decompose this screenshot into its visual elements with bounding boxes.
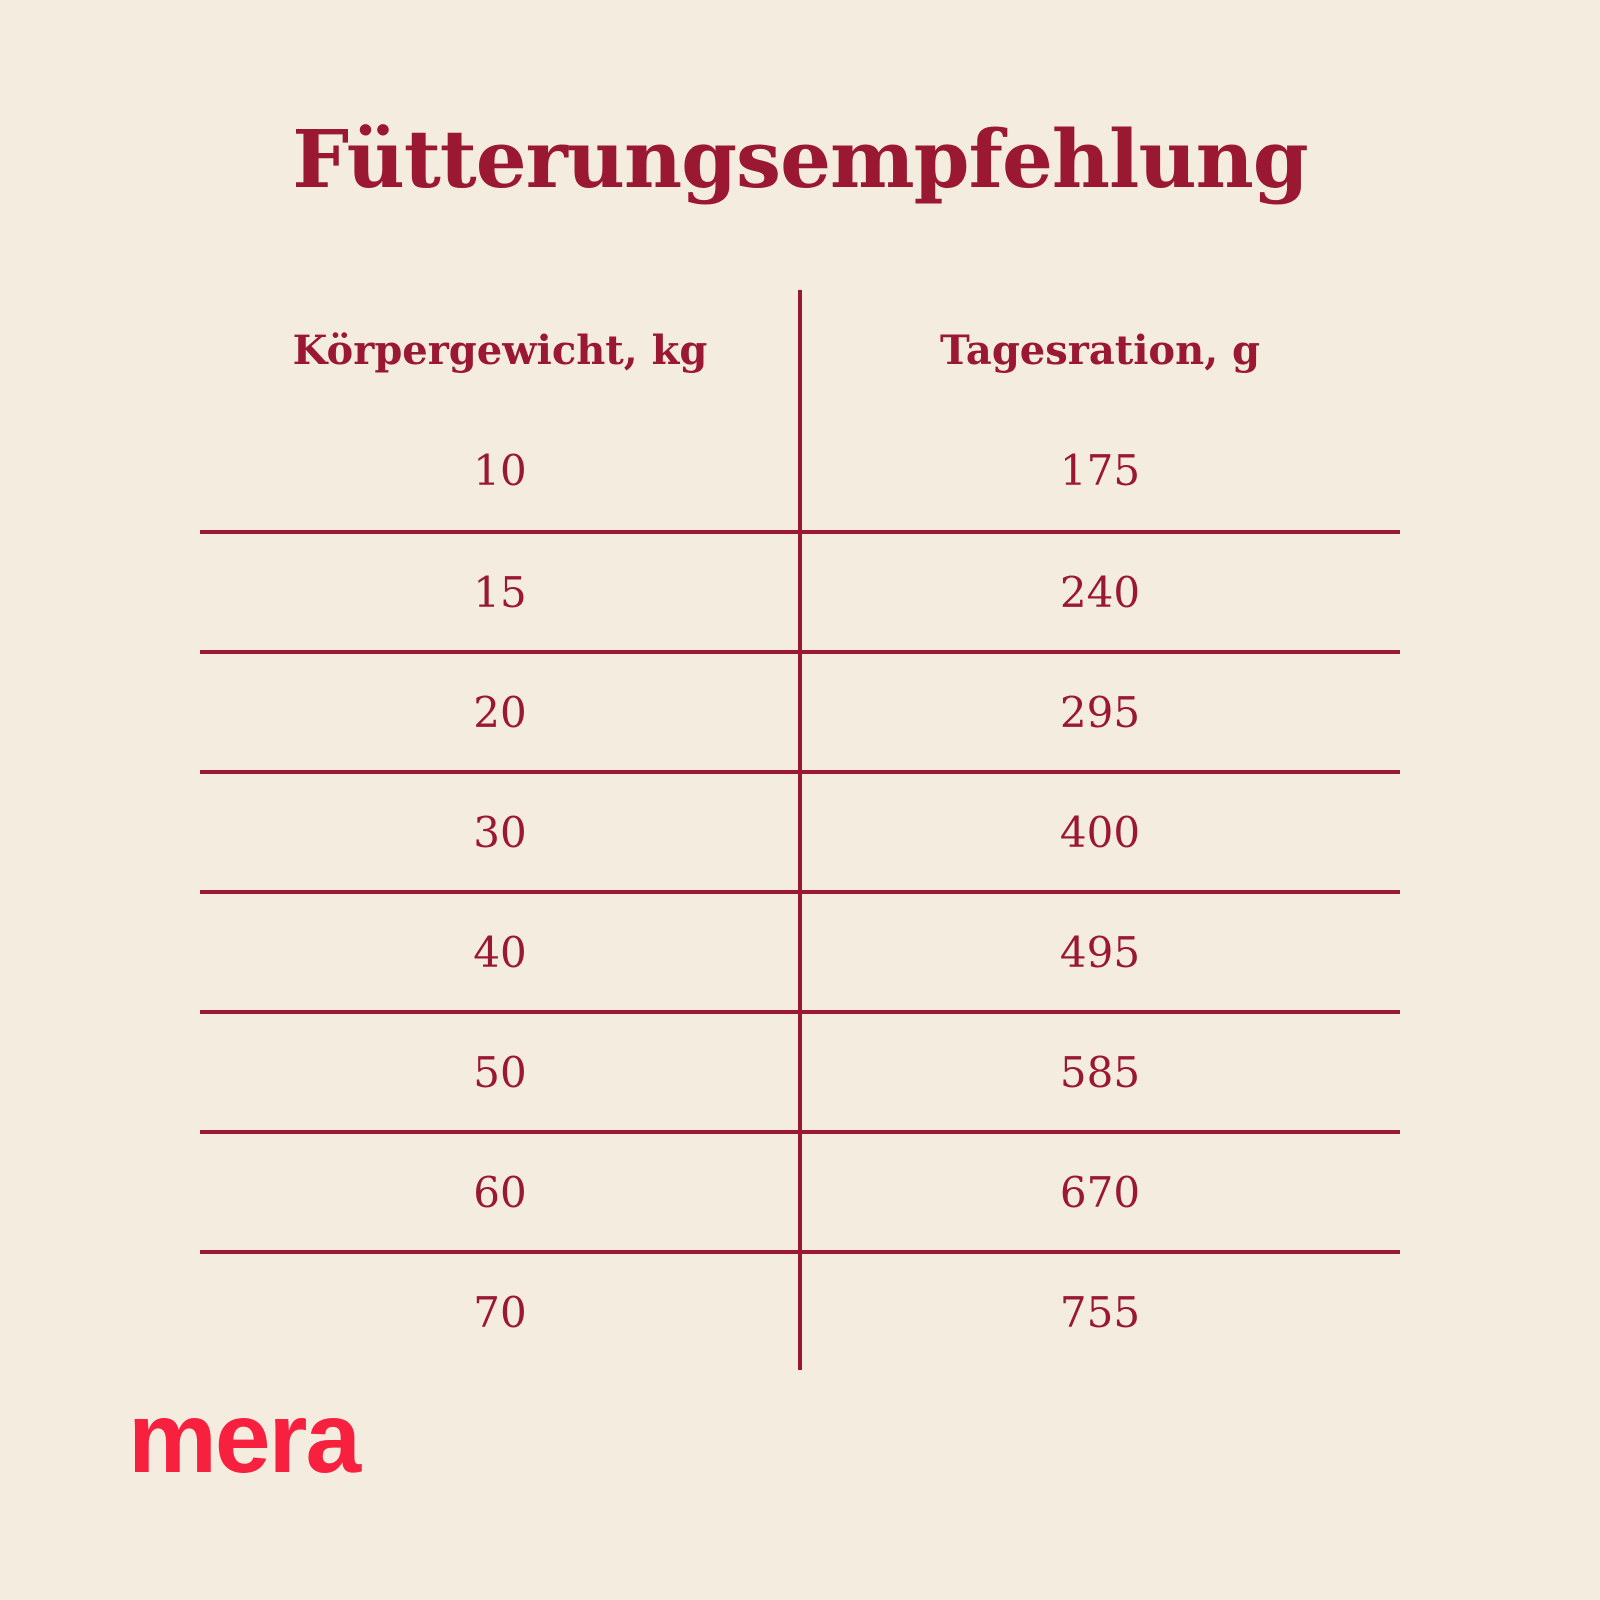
column-header-dailyration: Tagesration, g (939, 326, 1261, 374)
column-divider-line (798, 290, 802, 1370)
dailyration-cell: 175 (1059, 445, 1141, 495)
bodyweight-cell: 60 (473, 1167, 527, 1217)
dailyration-cell: 295 (1059, 687, 1141, 737)
dailyration-cell: 495 (1059, 927, 1141, 977)
bodyweight-cell: 15 (473, 567, 527, 617)
bodyweight-cell: 40 (473, 927, 527, 977)
dailyration-cell: 240 (1059, 567, 1141, 617)
page-title: Fütterungsempfehlung (292, 112, 1308, 206)
bodyweight-cell: 10 (473, 445, 527, 495)
bodyweight-cell: 30 (473, 807, 527, 857)
column-header-bodyweight: Körpergewicht, kg (292, 326, 708, 374)
dailyration-cell: 755 (1059, 1287, 1141, 1337)
bodyweight-cell: 70 (473, 1287, 527, 1337)
dailyration-cell: 585 (1059, 1047, 1141, 1097)
bodyweight-cell: 20 (473, 687, 527, 737)
feeding-table (200, 290, 1400, 1370)
mera-logo: mera (128, 1382, 360, 1494)
dailyration-cell: 400 (1059, 807, 1141, 857)
bodyweight-cell: 50 (473, 1047, 527, 1097)
dailyration-cell: 670 (1059, 1167, 1141, 1217)
